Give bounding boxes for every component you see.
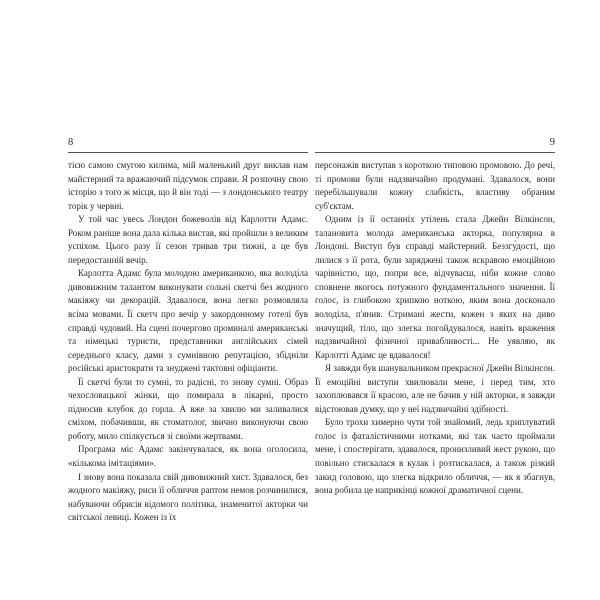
right-page-number: 9 xyxy=(549,137,555,148)
right-page xyxy=(315,138,555,498)
left-page xyxy=(68,138,308,525)
left-page-number: 8 xyxy=(68,137,74,148)
right-page-header xyxy=(315,138,555,153)
paragraph: Я завжди був шанувальником прекрасної Джейн Вілкінсон. Її емоційні виступи хвилювали мене, і перед тим, хто захоплювався її красою, але не бачив у ній акторки, я завжди відстоював думку, що у неї надзвичайні здібності. xyxy=(315,363,555,414)
paragraph: Програма міс Адамс закінчувалася, як вона оголосила, «кількома імітаціями». xyxy=(68,444,308,469)
paragraph: тією самою смугою килима, мій маленький друг виклав нам майстерний та вражаючий підсумок справи. Я розпочну свою історію з того ж місця, що й він тоді — з лондонського театру торік у червні. xyxy=(68,160,308,211)
paragraph: Одним із її останніх утілень стала Джейн Вілкінсон, талановита молода американська акторка, популярна в Лондоні. Виступ був справді майстерний. Беззгу́дості, що лилися з її рота, були заряджені також яскравою емоційною чарівністю, що, попри все, відчуваєш, ніби кожне слово сповнене якогось потужного фундаментального значення. Її голос, із глибокою хрипкою ноткою, яким вона досконало володіла, п'янив. Стримані жести, кожен з яких на диво значущий, тіло, що злегка погойдувалося, навіть враження надзвичайної фізичної привабливості... Не уявляю, як Карлотті Адамс це вдавалося! xyxy=(315,214,555,360)
left-page-text xyxy=(68,159,308,525)
paragraph: Карлотта Адамс була молодою американкою, яка володіла дивовижним талантом виконувати сольні скетчі без жодного макіяжу чи декорацій. Здавалося, вона легко розмовляла всіма мовами. Її скетч про вечір у закордонному готелі був справді чудовий. На сцені почергово проминалі американські та німецькі туристи, представники англійських сімей середнього класу, дами з сумнівною репутацією, збідніли російські аристократи та знуджені тактовні офіціанти. xyxy=(68,268,308,374)
left-page-header xyxy=(68,138,308,153)
paragraph: У той час увесь Лондон божеволів від Карлотти Адамс. Роком раніше вона дала кілька вистав, які пройшли з великим успіхом. Цього разу її сезон тривав три тижні, а це був передостанній вечір. xyxy=(68,214,308,265)
paragraph: І знову вона показала свій дивовижний хист. Здавалося, без жодного макіяжу, риси її обличчя раптом немов розчинилися, набуваючи обрисів відомого політика, знаменитої акторки чи світської левиці. Кожен із їх xyxy=(68,471,308,523)
right-page-text xyxy=(315,159,555,498)
paragraph: Було трохи химерно чути той знайомий, ледь хриплуватий голос із фаталістичними нотками, які так часто проймали мене, і спостерігати, здавалося, пронизливий жест рукою, що повільно стискалася в кулак і розтискалася, а також різкий закид головою, що злегка відкрило обличчя, — як я збагнув, вона робила це наприкінці кожної драматичної сцени. xyxy=(315,417,555,496)
paragraph: Її скетчі були то сумні, то радісні, то знову сумні. Образ чехословацької жінки, що помирала в лікарні, просто підносив клубок до горла. А вже за хвилю ми заливалися сміхом, побачивши, як стоматолог, звично виконуючи свою роботу, мило спілкується зі своїми жертвами. xyxy=(68,376,308,441)
paragraph: персонажів виступав з короткою типовою промовою. До речі, ті промови були надзвичайно продумані. Здавалося, вони перебільшували кожну слабкість, властиву обраним суб'єктам. xyxy=(315,160,555,211)
